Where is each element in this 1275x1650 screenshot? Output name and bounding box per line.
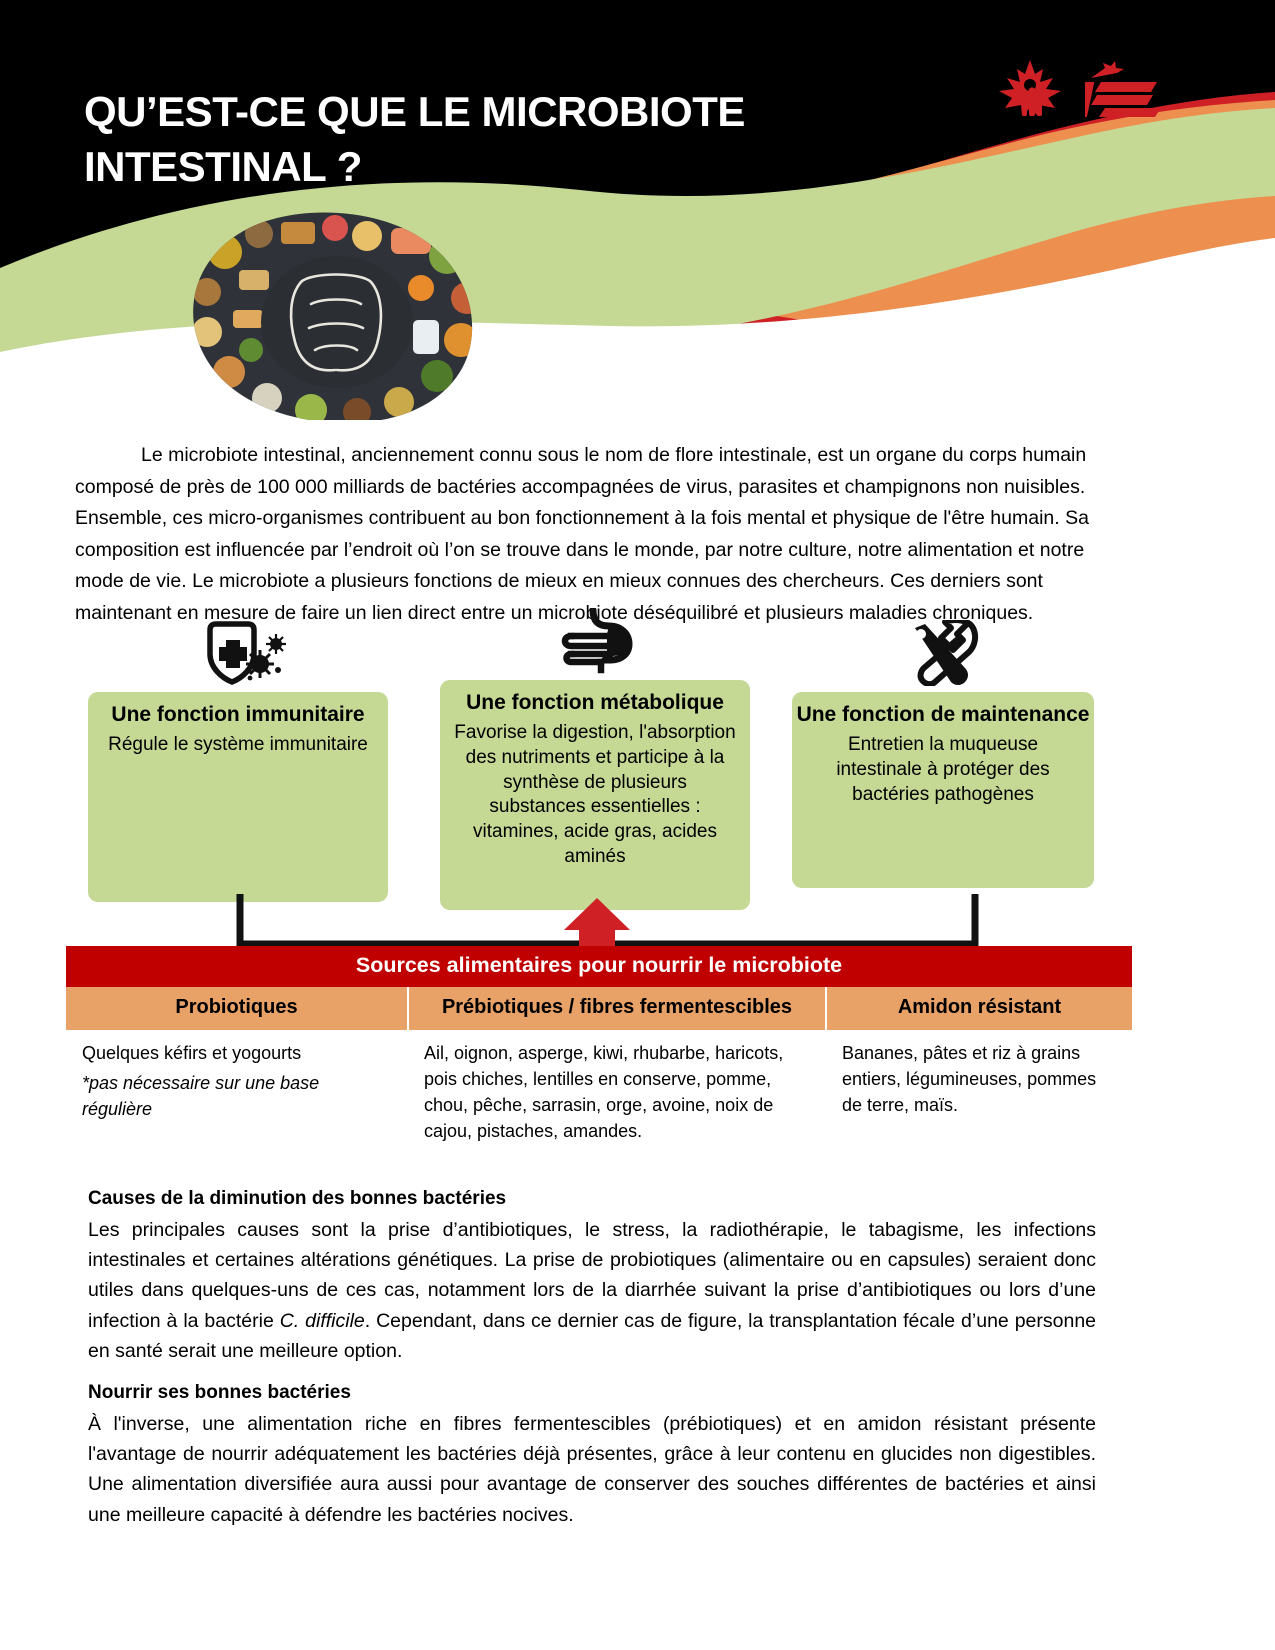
sources-table	[66, 946, 1132, 1158]
cell-probiotiques-text: Quelques kéfirs et yogourts	[82, 1043, 302, 1063]
section-italic-term: C. difficile	[279, 1309, 365, 1332]
logo-group	[991, 58, 1165, 120]
section-nourrir	[88, 1382, 1096, 1530]
function-card-immunitaire	[88, 692, 388, 902]
sources-banner: Sources alimentaires pour nourrir le microbiote	[66, 946, 1132, 987]
cell-probiotiques-note: *pas nécessaire sur une base régulière	[82, 1073, 320, 1120]
function-description: Favorise la digestion, l'absorption des nutriments et participe à la synthèse de plusieurs substances essentielles : vitamines, acide gras, acides aminés	[454, 722, 736, 867]
column-header-prebiotiques: Prébiotiques / fibres fermentescibles	[408, 987, 826, 1030]
section-text-part1: Les principales causes sont la prise d’antibiotiques, le stress, la radiothérapie, le tabagisme, les infections intestinales et certaines altérations génétiques. La prise de probiotiques (alimentaire ou en capsules) seraient donc utiles dans quelques-uns de ces cas, notamment lors de la diarrhée suivant la prise d’antibiotiques ou lors d’une infection à la bactérie	[88, 1219, 1096, 1332]
cell-probiotiques	[66, 1030, 408, 1158]
functions-row	[0, 608, 1275, 918]
section-body: À l'inverse, une alimentation riche en fibres fermentescibles (prébiotiques) et en amidon résistant présente l'avantage de nourrir adéquatement les bactéries déjà présentes, grâce à leur contenu en glucides non digestibles. Une alimentation diversifiée aura aussi pour avantage de conserver des souches différentes de bactéries et ainsi une meilleure capacité à défendre les bactéries nocives.	[88, 1413, 1096, 1526]
function-title: Une fonction métabolique	[466, 691, 724, 714]
section-heading: Causes de la diminution des bonnes bactéries	[88, 1188, 507, 1209]
table-row	[66, 1030, 1132, 1158]
section-text-part2: . Cependant, dans ce dernier cas de figure, la transplantation fécale d’une personne en santé serait une meilleure option.	[88, 1309, 1097, 1362]
column-header-amidon: Amidon résistant	[826, 987, 1132, 1030]
psp-logo	[1085, 60, 1165, 118]
shield-plus-virus-icon	[88, 620, 388, 691]
food-gut-illustration	[185, 212, 495, 420]
function-description: Régule le système immunitaire	[108, 734, 368, 756]
function-card-maintenance	[792, 692, 1094, 888]
table-header-row	[66, 987, 1132, 1030]
cell-amidon: Bananes, pâtes et riz à grains entiers, légumineuses, pommes de terre, maïs.	[842, 1043, 1097, 1116]
screwdriver-wrench-icon	[792, 620, 1094, 691]
function-card-metabolique	[440, 680, 750, 910]
function-title: Une fonction de maintenance	[796, 703, 1090, 726]
column-header-probiotiques: Probiotiques	[66, 987, 408, 1030]
cell-prebiotiques: Ail, oignon, asperge, kiwi, rhubarbe, haricots, pois chiches, lentilles en conserve, pomme, chou, pêche, sarrasin, orge, avoine, noix de cajou, pistaches, amandes.	[424, 1043, 784, 1142]
function-description: Entretien la muqueuse intestinale à protéger des bactéries pathogènes	[836, 734, 1050, 805]
section-causes	[88, 1188, 1096, 1366]
section-body	[88, 1215, 1096, 1366]
header-banner	[0, 0, 1275, 420]
section-heading: Nourrir ses bonnes bactéries	[88, 1382, 351, 1403]
stomach-intestine-icon	[440, 608, 750, 679]
intro-text: Le microbiote intestinal, anciennement connu sous le nom de flore intestinale, est un organe du corps humain composé de près de 100 000 milliards de bactéries accompagnées de virus, parasites et champignons non nuisibles. Ensemble, ces micro-organismes contribuent au bon fonctionnement à la fois mental et physique de l'être humain. Sa composition est influencée par l’endroit où l’on se trouve dans le monde, par notre culture, notre alimentation et notre mode de vie. Le microbiote a plusieurs fonctions de mieux en mieux connues des chercheurs. Ces derniers sont maintenant en mesure de faire un lien direct entre un microbiote déséquilibré et plusieurs maladies chroniques.	[75, 444, 1089, 624]
intro-paragraph	[75, 440, 1105, 629]
canada-maple-leaf-family-logo	[991, 58, 1069, 120]
page-title: QU’EST-CE QUE LE MICROBIOTE INTESTINAL ?	[84, 88, 745, 191]
function-title: Une fonction immunitaire	[111, 703, 365, 726]
